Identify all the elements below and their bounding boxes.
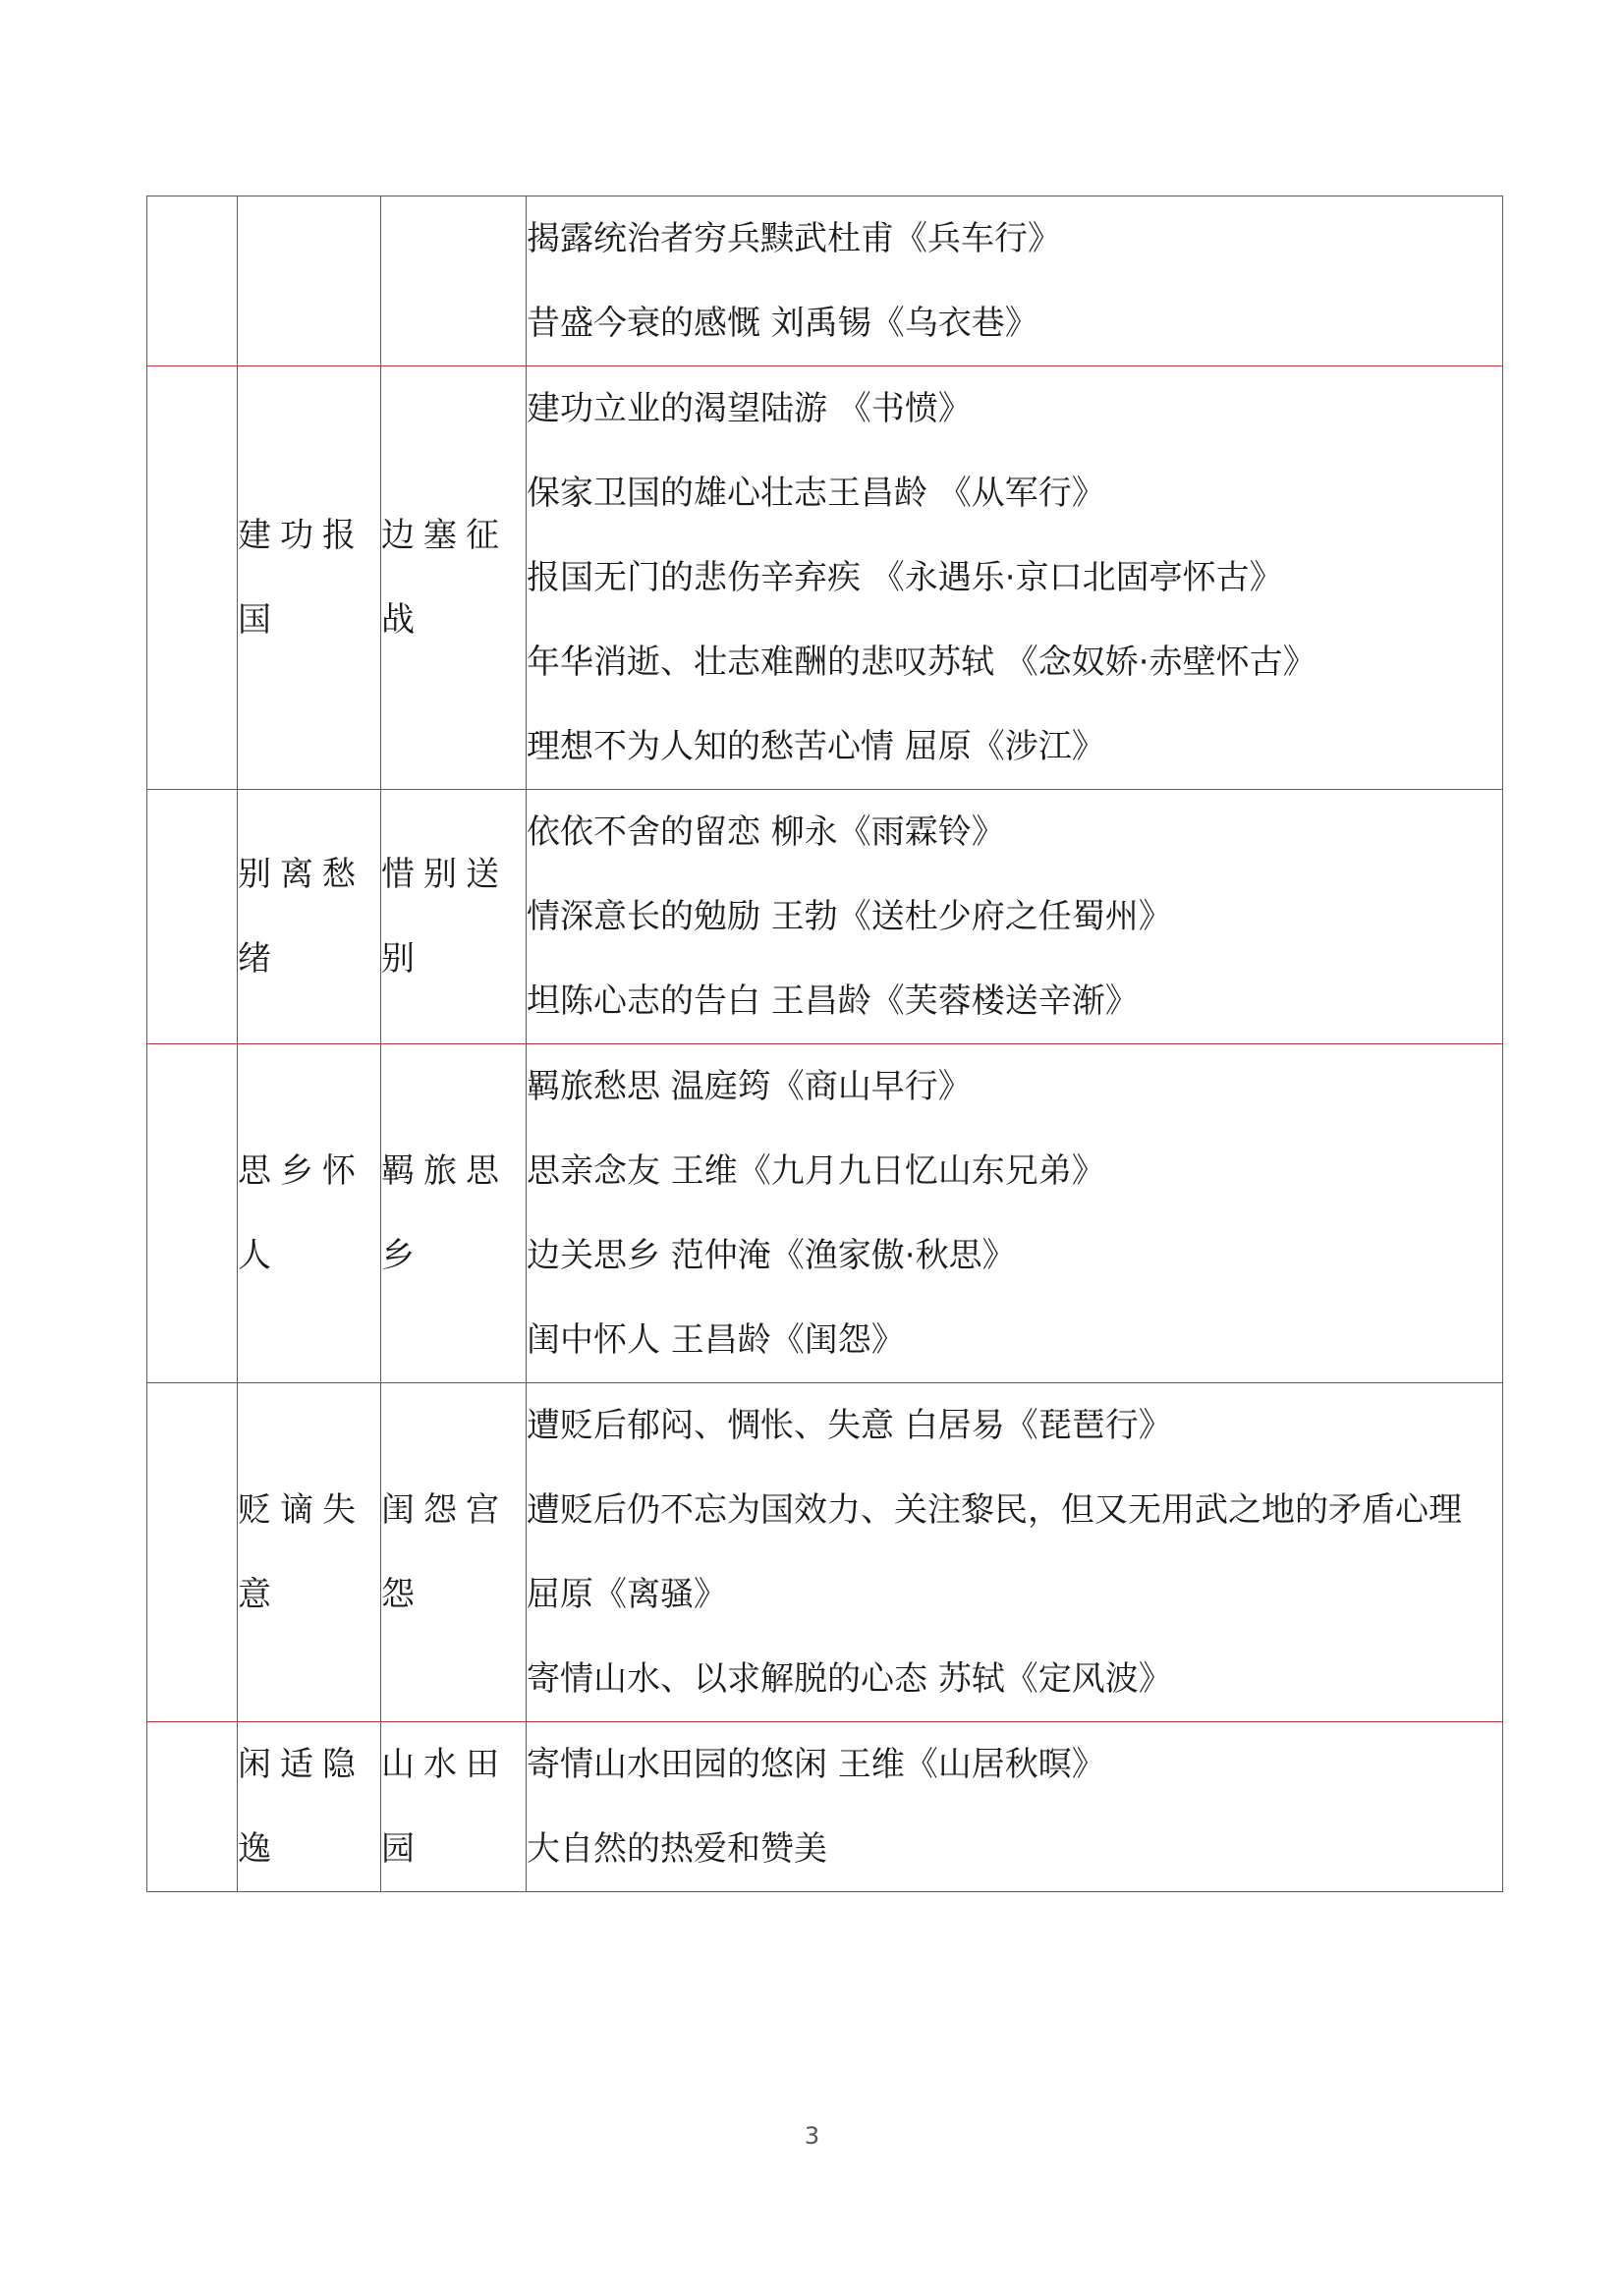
- subcategory-cell: 惜别送别: [381, 790, 527, 1044]
- content-line: 遭贬后郁闷、惆怅、失意 白居易《琵琶行》: [527, 1406, 1172, 1445]
- category-cell: 别离愁绪: [238, 790, 381, 1044]
- category-cell: 闲适隐逸: [238, 1722, 381, 1892]
- category-cell: 思乡怀人: [238, 1044, 381, 1383]
- content-line: 年华消逝、壮志难酬的悲叹苏轼 《念奴娇·赤壁怀古》: [527, 643, 1316, 682]
- table-row: [147, 366, 1503, 790]
- content-line: 遭贬后仍不忘为国效力、关注黎民，但又无用武之地的矛盾心理 屈原《离骚》: [527, 1490, 1462, 1614]
- empty-cell: [147, 366, 238, 790]
- content-line: 大自然的热爱和赞美: [527, 1829, 827, 1869]
- table-row: [147, 1383, 1503, 1722]
- content-line: 思亲念友 王维《九月九日忆山东兄弟》: [527, 1151, 1105, 1191]
- table-row: [147, 1722, 1503, 1892]
- category-cell: 建功报国: [238, 366, 381, 790]
- content-cell: [527, 790, 1503, 1044]
- empty-cell: [147, 1383, 238, 1722]
- content-line: 边关思乡 范仲淹《渔家傲·秋思》: [527, 1236, 1016, 1275]
- content-cell: [527, 1044, 1503, 1383]
- content-cell: [527, 366, 1503, 790]
- content-line: 依依不舍的留恋 柳永《雨霖铃》: [527, 812, 1005, 852]
- content-line: 揭露统治者穷兵黩武杜甫《兵车行》: [527, 219, 1061, 258]
- content-line: 报国无门的悲伤辛弃疾 《永遇乐·京口北固亭怀古》: [527, 558, 1283, 597]
- subcategory-cell: 边塞征战: [381, 366, 527, 790]
- subcategory-cell: 羁旅思乡: [381, 1044, 527, 1383]
- content-line: 保家卫国的雄心壮志王昌龄 《从军行》: [527, 474, 1105, 513]
- subcategory-cell: 山水田园: [381, 1722, 527, 1892]
- content-line: 建功立业的渴望陆游 《书愤》: [527, 389, 972, 428]
- content-line: 昔盛今衰的感慨 刘禹锡《乌衣巷》: [527, 304, 1038, 343]
- empty-cell: [147, 1044, 238, 1383]
- content-line: 寄情山水、以求解脱的心态 苏轼《定风波》: [527, 1659, 1172, 1699]
- table-row: [147, 196, 1503, 366]
- content-line: 闺中怀人 王昌龄《闺怨》: [527, 1320, 905, 1360]
- table-row: [147, 790, 1503, 1044]
- content-cell: [527, 1383, 1503, 1722]
- content-line: 羁旅愁思 温庭筠《商山早行》: [527, 1067, 972, 1106]
- empty-cell: [147, 790, 238, 1044]
- subcategory-cell: 闺怨宫怨: [381, 1383, 527, 1722]
- empty-cell: [147, 1722, 238, 1892]
- subcategory-cell: [381, 196, 527, 366]
- category-cell: 贬谪失意: [238, 1383, 381, 1722]
- content-cell: [527, 196, 1503, 366]
- page-number: 3: [804, 2122, 820, 2150]
- content-line: 理想不为人知的愁苦心情 屈原《涉江》: [527, 727, 1105, 766]
- category-cell: [238, 196, 381, 366]
- empty-cell: [147, 196, 238, 366]
- table-row: [147, 1044, 1503, 1383]
- content-line: 坦陈心志的告白 王昌龄《芙蓉楼送辛渐》: [527, 981, 1139, 1021]
- content-cell: [527, 1722, 1503, 1892]
- content-line: 情深意长的勉励 王勃《送杜少府之任蜀州》: [527, 897, 1172, 936]
- content-line: 寄情山水田园的悠闲 王维《山居秋暝》: [527, 1745, 1105, 1784]
- poetry-theme-table: [146, 196, 1503, 1892]
